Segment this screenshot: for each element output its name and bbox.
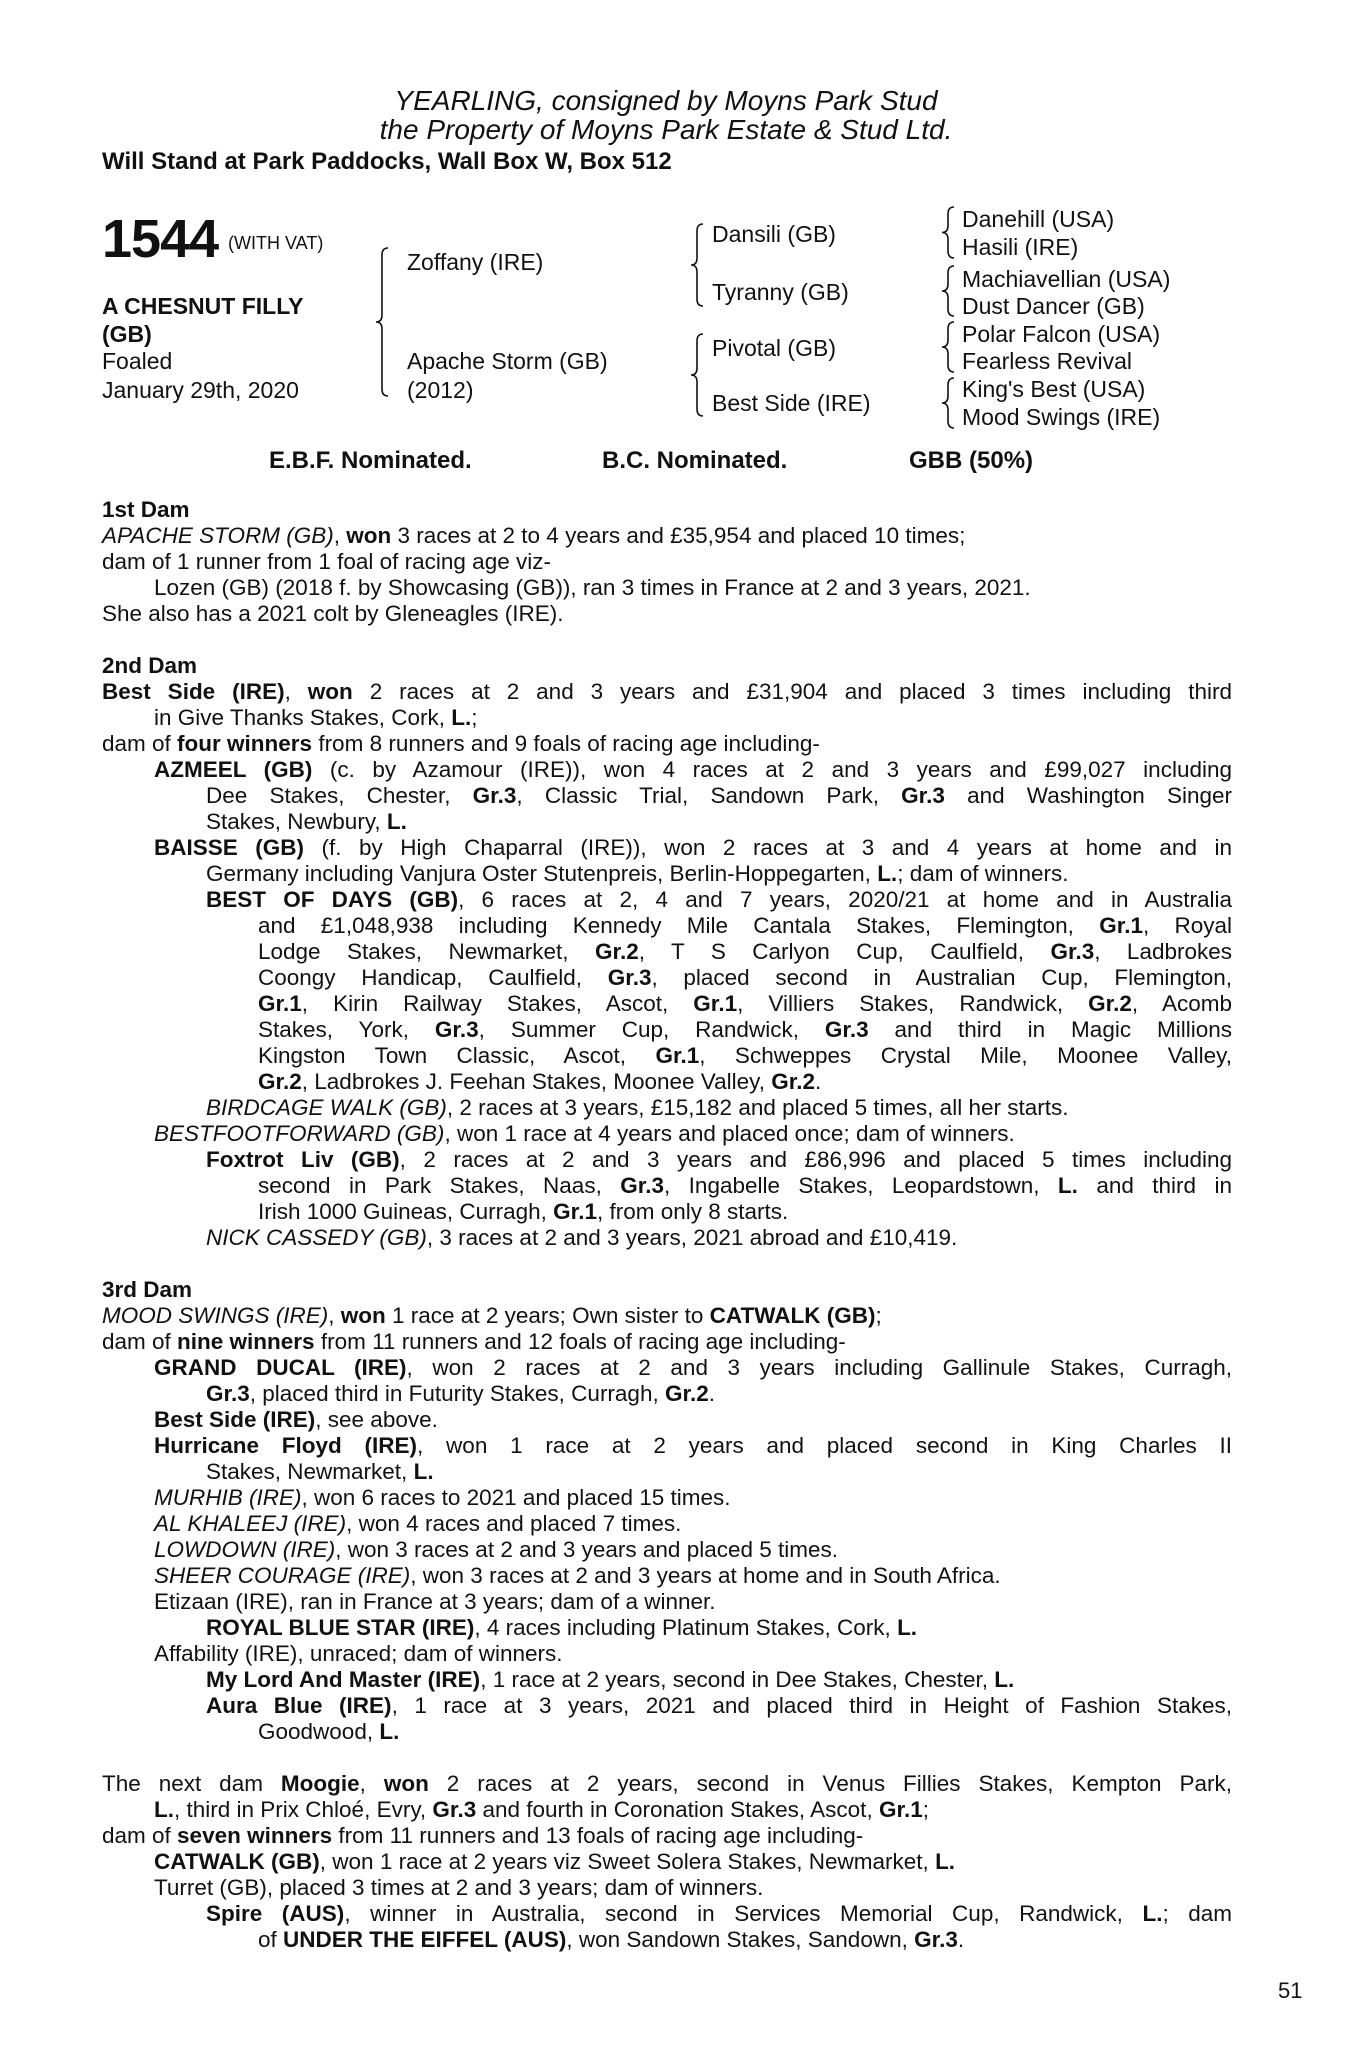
text: and Washington Singer	[944, 783, 1232, 808]
text: ,	[359, 1771, 384, 1796]
foaled-date: January 29th, 2020	[102, 377, 299, 403]
produce-entry	[102, 731, 1232, 757]
entry-line	[102, 601, 1232, 627]
entry-line	[154, 1589, 1232, 1615]
produce-entry	[102, 1693, 1232, 1745]
bold-text: won	[346, 523, 392, 548]
horse-description: A CHESNUT FILLY	[102, 293, 304, 319]
bold-text: Best Side (IRE)	[102, 679, 285, 704]
bold-text: Gr.2	[664, 1381, 709, 1406]
text: Stakes, Newbury,	[206, 809, 387, 834]
produce-entry	[102, 1225, 1232, 1251]
entry-line	[154, 575, 1232, 601]
entry-line	[258, 1927, 1232, 1953]
text: dam of 1 runner from 1 foal of racing age viz-	[102, 549, 551, 574]
produce-entry	[102, 1329, 1232, 1355]
entry-line	[154, 1355, 1232, 1381]
bold-text: Gr.3	[824, 1017, 869, 1042]
pedigree-dam-dam: Best Side (IRE)	[712, 390, 871, 416]
produce-entry	[102, 1823, 1232, 1849]
produce-entry	[102, 523, 1232, 549]
entry-line	[154, 1511, 1232, 1537]
pedigree-dam: Apache Storm (GB)	[407, 348, 608, 374]
text: dam of	[102, 731, 178, 756]
text: The next dam	[102, 1771, 281, 1796]
text: dam of	[102, 1823, 178, 1848]
bold-text: L.	[1142, 1901, 1163, 1926]
produce-entry	[102, 1303, 1232, 1329]
page-number: 51	[1278, 1978, 1303, 2003]
text: Goodwood,	[258, 1719, 380, 1744]
text: ;	[922, 1797, 929, 1822]
bold-text: L.	[154, 1797, 174, 1822]
text: , Villiers Stakes, Randwick,	[737, 991, 1089, 1016]
produce-entry	[102, 1407, 1232, 1433]
entry-line	[154, 1407, 1232, 1433]
bold-text: Gr.1	[655, 1043, 700, 1068]
text: , 1 race at 3 years, 2021 and placed third in Height of Fashion Stakes,	[391, 1693, 1233, 1718]
bold-text: Gr.3	[432, 1797, 477, 1822]
brace-gen3	[942, 322, 954, 372]
text: 3 races at 2 to 4 years and £35,954 and placed 10 times;	[391, 523, 966, 548]
entry-line	[154, 1485, 1232, 1511]
section-title: 1st Dam	[102, 497, 190, 522]
text: ; dam	[1162, 1901, 1233, 1926]
text: , Schweppes Crystal Mile, Moonee Valley,	[699, 1043, 1233, 1068]
entry-line	[154, 705, 1232, 731]
pedigree-gen3: Hasili (IRE)	[962, 234, 1079, 260]
produce-entry	[102, 549, 1232, 575]
text: , 6 races at 2, 4 and 7 years, 2020/21 at home and in Australia	[458, 887, 1232, 912]
entry-line	[206, 1693, 1232, 1719]
text: , Ladbrokes	[1094, 939, 1233, 964]
text: Affability (IRE), unraced; dam of winners.	[154, 1641, 563, 1666]
italic-text: MOOD SWINGS (IRE)	[102, 1303, 329, 1328]
text: , 1 race at 2 years, second in Dee Stakes, Chester,	[480, 1667, 995, 1692]
bold-text: BEST OF DAYS (GB)	[206, 887, 459, 912]
bold-text: L.	[379, 1719, 400, 1744]
text: , won 6 races to 2021 and placed 15 times.	[301, 1485, 731, 1510]
bold-text: Gr.1	[553, 1199, 597, 1224]
bold-text: Hurricane Floyd (IRE)	[154, 1433, 418, 1458]
text: , won 4 races and placed 7 times.	[346, 1511, 682, 1536]
produce-entry	[102, 1433, 1232, 1485]
produce-entry	[102, 1849, 1232, 1875]
entry-line	[154, 1537, 1232, 1563]
entry-line	[258, 913, 1232, 939]
text: dam of	[102, 1329, 178, 1354]
text: and third in Magic Millions	[868, 1017, 1232, 1042]
text: second in Park Stakes, Naas,	[258, 1173, 621, 1198]
pedigree-sire-dam: Tyranny (GB)	[712, 279, 849, 305]
entry-line	[102, 549, 1232, 575]
text: Etizaan (IRE), ran in France at 3 years; dam of a winner.	[154, 1589, 716, 1614]
text: 2 races at 2 and 3 years and £31,904 and placed 3 times including third	[352, 679, 1232, 704]
text: , Kirin Railway Stakes, Ascot,	[301, 991, 694, 1016]
bold-text: Gr.3	[914, 1927, 958, 1952]
text: , won 1 race at 4 years and placed once; dam of winners.	[444, 1121, 1015, 1146]
bold-text: L.	[897, 1615, 918, 1640]
entry-line	[206, 1225, 1232, 1251]
text: Germany including Vanjura Oster Stutenpreis, Berlin-Hoppegarten,	[206, 861, 878, 886]
lot-number: 1544	[102, 209, 219, 269]
text: ;	[875, 1303, 882, 1328]
catalogue-body	[102, 497, 1232, 1979]
text: , winner in Australia, second in Services Memorial Cup, Randwick,	[344, 1901, 1143, 1926]
bold-text: won	[340, 1303, 386, 1328]
bold-text: Gr.2	[1088, 991, 1132, 1016]
entry-line	[154, 1849, 1232, 1875]
horse-origin: (GB)	[102, 321, 152, 347]
entry-line	[206, 1667, 1232, 1693]
text: , won 3 races at 2 and 3 years and placed 5 times.	[335, 1537, 839, 1562]
pedigree-gen3: Danehill (USA)	[962, 206, 1115, 232]
text: (f. by High Chaparral (IRE)), won 2 races at 3 and 4 years at home and in	[304, 835, 1232, 860]
text: Coongy Handicap, Caulfield,	[258, 965, 608, 990]
bold-text: Gr.1	[258, 991, 302, 1016]
text: , 4 races including Platinum Stakes, Cork,	[474, 1615, 898, 1640]
text: .	[957, 1927, 965, 1952]
header-property: the Property of Moyns Park Estate & Stud Ltd.	[379, 114, 953, 145]
produce-entry	[102, 1771, 1232, 1823]
entry-line	[206, 1615, 1232, 1641]
pedigree-gen3: King's Best (USA)	[962, 376, 1146, 402]
bold-text: Gr.2	[258, 1069, 302, 1094]
text: , 3 races at 2 and 3 years, 2021 abroad and £10,419.	[426, 1225, 958, 1250]
text: , 2 races at 2 and 3 years and £86,996 and placed 5 times including	[399, 1147, 1233, 1172]
produce-entry	[102, 1641, 1232, 1667]
bold-text: seven winners	[177, 1823, 333, 1848]
entry-line	[102, 1329, 1232, 1355]
entry-line	[258, 1069, 1232, 1095]
entry-line	[154, 1875, 1232, 1901]
produce-entry	[102, 1667, 1232, 1693]
text: and fourth in Coronation Stakes, Ascot,	[476, 1797, 879, 1822]
pedigree-sire: Zoffany (IRE)	[407, 249, 544, 275]
italic-text: APACHE STORM (GB)	[102, 523, 334, 548]
section-title: 3rd Dam	[102, 1277, 193, 1302]
produce-entry	[102, 887, 1232, 1095]
pedigree-gen3: Dust Dancer (GB)	[962, 293, 1145, 319]
bold-text: Best Side (IRE)	[154, 1407, 316, 1432]
text: Turret (GB), placed 3 times at 2 and 3 years; dam of winners.	[154, 1875, 764, 1900]
bold-text: Gr.1	[878, 1797, 923, 1822]
bold-text: UNDER THE EIFFEL (AUS)	[283, 1927, 567, 1952]
bold-text: L.	[935, 1849, 956, 1874]
entry-line	[258, 1173, 1232, 1199]
bold-text: ROYAL BLUE STAR (IRE)	[206, 1615, 475, 1640]
bold-text: Gr.3	[206, 1381, 250, 1406]
stand-location: Will Stand at Park Paddocks, Wall Box W, Box 512	[102, 148, 672, 175]
entry-line	[206, 1147, 1232, 1173]
produce-entry	[102, 575, 1232, 601]
produce-entry	[102, 1563, 1232, 1589]
italic-text: MURHIB (IRE)	[154, 1485, 302, 1510]
bold-text: Gr.3	[607, 965, 652, 990]
bold-text: L.	[386, 809, 407, 834]
bold-text: won	[383, 1771, 429, 1796]
bold-text: Spire (AUS)	[206, 1901, 345, 1926]
bold-text: Gr.3	[434, 1017, 479, 1042]
text: , third in Prix Chloé, Evry,	[174, 1797, 433, 1822]
entry-line	[258, 1719, 1232, 1745]
entry-line	[206, 1095, 1232, 1121]
entry-line	[258, 939, 1232, 965]
pedigree-gen3: Machiavellian (USA)	[962, 266, 1171, 292]
bold-text: Gr.1	[693, 991, 738, 1016]
entry-line	[154, 757, 1232, 783]
entry-line	[258, 965, 1232, 991]
text: and third in	[1077, 1173, 1232, 1198]
entry-line	[102, 1303, 1232, 1329]
bold-text: Aura Blue (IRE)	[206, 1693, 392, 1718]
produce-entry	[102, 1355, 1232, 1407]
text: , Royal	[1142, 913, 1232, 938]
entry-line	[102, 1771, 1232, 1797]
bold-text: Gr.1	[1099, 913, 1143, 938]
bold-text: CATWALK (GB)	[709, 1303, 876, 1328]
entry-line	[102, 1823, 1232, 1849]
bold-text: BAISSE (GB)	[154, 835, 305, 860]
gbb-badge: GBB (50%)	[909, 447, 1034, 474]
text: from 11 runners and 12 foals of racing age including-	[314, 1329, 846, 1354]
text: 2 races at 2 years, second in Venus Fillies Stakes, Kempton Park,	[428, 1771, 1232, 1796]
text: , T S Carlyon Cup, Caulfield,	[638, 939, 1051, 964]
pedigree-gen3: Fearless Revival	[962, 348, 1132, 374]
bold-text: AZMEEL (GB)	[154, 757, 313, 782]
pedigree-dam-sire: Pivotal (GB)	[712, 335, 836, 361]
bold-text: L.	[994, 1667, 1015, 1692]
entry-line	[206, 1901, 1232, 1927]
brace-gen3	[942, 207, 954, 258]
produce-entry	[102, 1485, 1232, 1511]
text: , won Sandown Stakes, Sandown,	[566, 1927, 915, 1952]
bold-text: CATWALK (GB)	[154, 1849, 320, 1874]
bold-text: four winners	[177, 731, 313, 756]
italic-text: SHEER COURAGE (IRE)	[154, 1563, 411, 1588]
entry-line	[154, 1797, 1232, 1823]
text: Stakes, Newmarket,	[206, 1459, 414, 1484]
produce-entry	[102, 1901, 1232, 1953]
text: ;	[471, 705, 478, 730]
header-consignor: YEARLING, consigned by Moyns Park Stud	[394, 85, 938, 116]
text: of	[258, 1927, 284, 1952]
bold-text: L.	[413, 1459, 434, 1484]
text: , Acomb	[1131, 991, 1232, 1016]
text: , from only 8 starts.	[596, 1199, 789, 1224]
brace-sire-parents	[691, 224, 703, 306]
text: , Ingabelle Stakes, Leopardstown,	[664, 1173, 1058, 1198]
text: ,	[333, 523, 347, 548]
text: Stakes, York,	[258, 1017, 435, 1042]
text: She also has a 2021 colt by Gleneagles (IRE).	[102, 601, 564, 626]
produce-entry	[102, 1147, 1232, 1225]
text: .	[815, 1069, 822, 1094]
entry-line	[102, 731, 1232, 757]
produce-entry	[102, 835, 1232, 887]
bold-text: Gr.3	[620, 1173, 665, 1198]
produce-entry	[102, 1511, 1232, 1537]
produce-entry	[102, 757, 1232, 835]
text: , 2 races at 3 years, £15,182 and placed 5 times, all her starts.	[446, 1095, 1069, 1120]
entry-line	[154, 835, 1232, 861]
bold-text: Gr.2	[594, 939, 639, 964]
entry-line	[258, 1199, 1232, 1225]
produce-entry	[102, 1615, 1232, 1641]
bold-text: Gr.3	[472, 783, 517, 808]
text: , Ladbrokes J. Feehan Stakes, Moonee Valley,	[301, 1069, 772, 1094]
brace-gen3	[942, 378, 954, 428]
entry-line	[258, 991, 1232, 1017]
bold-text: nine winners	[177, 1329, 315, 1354]
dam-section	[102, 1771, 1232, 1953]
bold-text: Gr.3	[901, 783, 945, 808]
bold-text: Gr.2	[771, 1069, 815, 1094]
text: , see above.	[315, 1407, 438, 1432]
brace-gen3	[942, 266, 954, 316]
ebf-nomination: E.B.F. Nominated.	[269, 447, 472, 474]
bold-text: GRAND DUCAL (IRE)	[154, 1355, 407, 1380]
text: , won 1 race at 2 years viz Sweet Solera Stakes, Newmarket,	[319, 1849, 936, 1874]
text: Irish 1000 Guineas, Curragh,	[258, 1199, 554, 1224]
produce-entry	[102, 1875, 1232, 1901]
bold-text: My Lord And Master (IRE)	[206, 1667, 481, 1692]
entry-line	[206, 861, 1232, 887]
entry-line	[102, 679, 1232, 705]
text: , placed third in Futurity Stakes, Curragh,	[249, 1381, 665, 1406]
entry-line	[258, 1017, 1232, 1043]
text: and £1,048,938 including Kennedy Mile Cantala Stakes, Flemington,	[258, 913, 1100, 938]
text: Lodge Stakes, Newmarket,	[258, 939, 595, 964]
brace-parents	[376, 248, 388, 396]
text: from 11 runners and 13 foals of racing age including-	[332, 1823, 864, 1848]
text: ,	[284, 679, 308, 704]
pedigree-gen3: Mood Swings (IRE)	[962, 404, 1161, 430]
text: , placed second in Australian Cup, Flemington,	[651, 965, 1232, 990]
bold-text: Gr.3	[1050, 939, 1095, 964]
pedigree-sire-sire: Dansili (GB)	[712, 221, 836, 247]
pedigree-gen3: Polar Falcon (USA)	[962, 321, 1161, 347]
entry-line	[206, 1381, 1232, 1407]
text: ; dam of winners.	[897, 861, 1069, 886]
produce-entry	[102, 1121, 1232, 1147]
bold-text: L.	[877, 861, 898, 886]
text: Kingston Town Classic, Ascot,	[258, 1043, 656, 1068]
entry-line	[154, 1641, 1232, 1667]
entry-line	[154, 1121, 1232, 1147]
entry-line	[206, 783, 1232, 809]
italic-text: BESTFOOTFORWARD (GB)	[154, 1121, 445, 1146]
produce-entry	[102, 601, 1232, 627]
text: , won 2 races at 2 and 3 years including Gallinule Stakes, Curragh,	[406, 1355, 1232, 1380]
entry-line	[102, 523, 1232, 549]
entry-line	[154, 1563, 1232, 1589]
brace-dam-parents	[691, 334, 703, 416]
entry-line	[206, 1459, 1232, 1485]
italic-text: AL KHALEEJ (IRE)	[154, 1511, 347, 1536]
italic-text: LOWDOWN (IRE)	[154, 1537, 336, 1562]
dam-section	[102, 497, 1232, 627]
section-title: 2nd Dam	[102, 653, 198, 678]
bc-nomination: B.C. Nominated.	[602, 447, 788, 474]
bold-text: Moogie	[280, 1771, 360, 1796]
entry-line	[154, 1433, 1232, 1459]
text: Lozen (GB) (2018 f. by Showcasing (GB)), ran 3 times in France at 2 and 3 years, 2021.	[154, 575, 1031, 600]
text: ,	[328, 1303, 341, 1328]
entry-line	[258, 1043, 1232, 1069]
entry-line	[206, 809, 1232, 835]
pedigree-dam-year: (2012)	[407, 377, 474, 403]
produce-entry	[102, 1589, 1232, 1615]
text: , Classic Trial, Sandown Park,	[516, 783, 902, 808]
bold-text: won	[307, 679, 353, 704]
text: Dee Stakes, Chester,	[206, 783, 473, 808]
entry-line	[206, 887, 1232, 913]
text: , Summer Cup, Randwick,	[478, 1017, 825, 1042]
bold-text: L.	[451, 705, 472, 730]
text: .	[708, 1381, 716, 1406]
bold-text: L.	[1057, 1173, 1078, 1198]
dam-section	[102, 653, 1232, 1251]
produce-entry	[102, 1095, 1232, 1121]
text: , won 1 race at 2 years and placed second in King Charles II	[417, 1433, 1232, 1458]
text: in Give Thanks Stakes, Cork,	[154, 705, 452, 730]
bold-text: Foxtrot Liv (GB)	[206, 1147, 400, 1172]
produce-entry	[102, 1537, 1232, 1563]
dam-section	[102, 1277, 1232, 1745]
foaled-label: Foaled	[102, 348, 173, 374]
vat-label: (WITH VAT)	[228, 233, 324, 253]
produce-entry	[102, 679, 1232, 731]
italic-text: BIRDCAGE WALK (GB)	[206, 1095, 447, 1120]
italic-text: NICK CASSEDY (GB)	[206, 1225, 427, 1250]
text: (c. by Azamour (IRE)), won 4 races at 2 and 3 years and £99,027 including	[312, 757, 1232, 782]
text: 1 race at 2 years; Own sister to	[385, 1303, 710, 1328]
text: from 8 runners and 9 foals of racing age including-	[312, 731, 820, 756]
text: , won 3 races at 2 and 3 years at home and in South Africa.	[410, 1563, 1001, 1588]
